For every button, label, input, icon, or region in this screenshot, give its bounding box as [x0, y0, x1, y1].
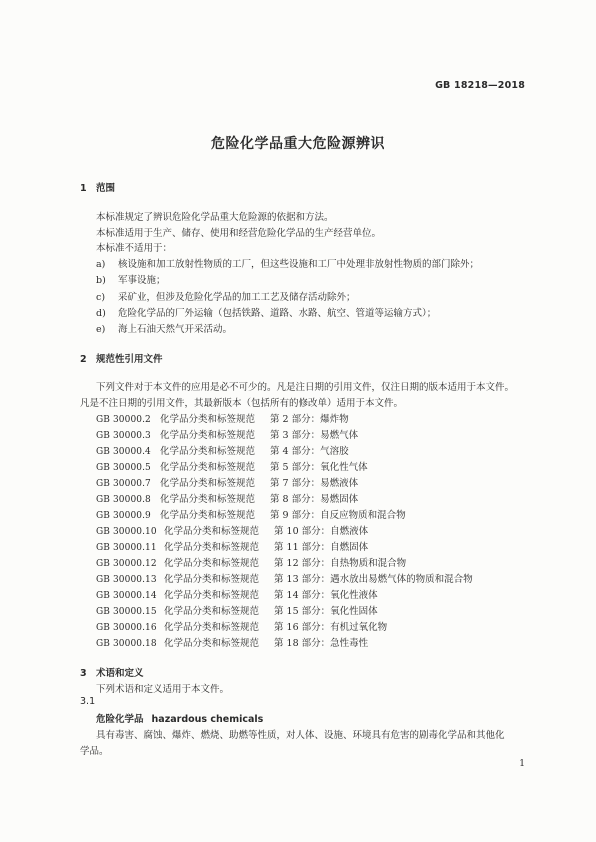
reference-item [96, 539, 368, 553]
reference-name: 化学品分类和标签规范 [164, 558, 260, 569]
reference-name: 化学品分类和标签规范 [160, 478, 256, 489]
term-definition: 具有毒害、腐蚀、爆炸、燃烧、助燃等性质，对人体、设施、环境具有危害的剧毒化学品和其他化 [96, 730, 505, 741]
reference-name: 化学品分类和标签规范 [164, 638, 260, 649]
paragraph: 凡是不注日期的引用文件，其最新版本（包括所有的修改单）适用于本文件。 [80, 398, 404, 409]
reference-name: 化学品分类和标签规范 [164, 622, 260, 633]
list-item [96, 305, 436, 319]
section-title: 规范性引用文件 [96, 354, 163, 365]
list-item [96, 272, 166, 286]
reference-part: 第 14 部分：氧化性液体 [274, 590, 378, 601]
reference-part: 第 16 部分：有机过氧化物 [274, 622, 388, 633]
reference-code: GB 30000.18 [96, 639, 157, 649]
reference-part: 第 3 部分：易燃气体 [270, 430, 359, 441]
section-number: 1 [80, 183, 87, 194]
reference-item [96, 427, 358, 441]
reference-name: 化学品分类和标签规范 [160, 462, 256, 473]
reference-code: GB 30000.15 [96, 607, 157, 617]
reference-item [96, 635, 368, 649]
reference-code: GB 30000.5 [96, 463, 151, 473]
reference-code: GB 30000.16 [96, 623, 157, 633]
reference-part: 第 7 部分：易燃液体 [270, 478, 359, 489]
term-heading [96, 711, 263, 725]
term-english: hazardous chemicals [151, 714, 264, 725]
reference-code: GB 30000.4 [96, 447, 151, 457]
list-item-text: 海上石油天然气开采活动。 [118, 324, 233, 335]
reference-code: GB 30000.11 [96, 543, 157, 553]
term-chinese: 危险化学品 [96, 714, 144, 725]
reference-item [96, 507, 406, 521]
list-item-text: 军事设施； [118, 275, 166, 286]
list-item-label: b) [96, 275, 106, 286]
reference-name: 化学品分类和标签规范 [164, 526, 260, 537]
reference-code: GB 30000.13 [96, 575, 157, 585]
list-item-label: e) [96, 324, 106, 335]
reference-item [96, 459, 368, 473]
section-title: 术语和定义 [96, 668, 144, 679]
reference-name: 化学品分类和标签规范 [164, 542, 260, 553]
reference-name: 化学品分类和标签规范 [164, 574, 260, 585]
section-1-heading [80, 180, 115, 194]
reference-code: GB 30000.9 [96, 511, 151, 521]
reference-part: 第 11 部分：自燃固体 [274, 542, 369, 553]
paragraph: 下列文件对于本文件的应用是必不可少的。凡是注日期的引用文件，仅注日期的版本适用于本文件。 [96, 382, 515, 393]
section-title: 范围 [96, 183, 116, 194]
list-item-text: 核设施和加工放射性物质的工厂，但这些设施和工厂中处理非放射性物质的部门除外； [118, 259, 480, 270]
reference-part: 第 12 部分：自热物质和混合物 [274, 558, 407, 569]
reference-item [96, 603, 378, 617]
reference-name: 化学品分类和标签规范 [160, 510, 256, 521]
reference-name: 化学品分类和标签规范 [164, 606, 260, 617]
list-item [96, 289, 356, 303]
reference-item [96, 443, 349, 457]
reference-code: GB 30000.2 [96, 415, 151, 425]
reference-code: GB 30000.3 [96, 431, 151, 441]
reference-name: 化学品分类和标签规范 [160, 494, 256, 505]
document-title: 危险化学品重大危险源辨识 [211, 136, 385, 152]
reference-item [96, 491, 358, 505]
reference-item [96, 555, 406, 569]
page-number: 1 [519, 759, 525, 769]
reference-name: 化学品分类和标签规范 [160, 414, 256, 425]
reference-code: GB 30000.8 [96, 495, 151, 505]
section-number: 2 [80, 354, 87, 365]
paragraph: 下列术语和定义适用于本文件。 [96, 684, 230, 695]
reference-part: 第 13 部分：遇水放出易燃气体的物质和混合物 [274, 574, 473, 585]
reference-item [96, 411, 349, 425]
reference-name: 化学品分类和标签规范 [160, 446, 256, 457]
term-definition: 学品。 [80, 746, 109, 757]
reference-code: GB 30000.7 [96, 479, 151, 489]
reference-part: 第 18 部分：急性毒性 [274, 638, 369, 649]
term-number: 3.1 [80, 696, 96, 707]
reference-code: GB 30000.10 [96, 527, 157, 537]
list-item-label: d) [96, 308, 106, 319]
paragraph: 本标准不适用于： [96, 243, 173, 254]
reference-name: 化学品分类和标签规范 [160, 430, 256, 441]
reference-item [96, 475, 358, 489]
list-item [96, 321, 232, 335]
reference-part: 第 4 部分：气溶胶 [270, 446, 349, 457]
reference-item [96, 523, 368, 537]
reference-item [96, 571, 473, 585]
list-item-label: c) [96, 292, 106, 303]
reference-part: 第 10 部分：自燃液体 [274, 526, 369, 537]
paragraph: 本标准适用于生产、储存、使用和经营危险化学品的生产经营单位。 [96, 228, 382, 239]
list-item-text: 采矿业，但涉及危险化学品的加工工艺及储存活动除外； [118, 292, 356, 303]
reference-part: 第 8 部分：易燃固体 [270, 494, 359, 505]
reference-part: 第 15 部分：氧化性固体 [274, 606, 378, 617]
reference-code: GB 30000.14 [96, 591, 157, 601]
list-item-text: 危险化学品的厂外运输（包括铁路、道路、水路、航空、管道等运输方式）； [118, 308, 437, 319]
reference-name: 化学品分类和标签规范 [164, 590, 260, 601]
paragraph: 本标准规定了辨识危险化学品重大危险源的依据和方法。 [96, 212, 334, 223]
reference-code: GB 30000.12 [96, 559, 157, 569]
standard-number: GB 18218—2018 [435, 80, 525, 91]
reference-item [96, 619, 387, 633]
reference-part: 第 9 部分：自反应物质和混合物 [270, 510, 406, 521]
reference-part: 第 2 部分：爆炸物 [270, 414, 349, 425]
list-item [96, 256, 479, 270]
list-item-label: a) [96, 259, 106, 270]
reference-part: 第 5 部分：氧化性气体 [270, 462, 368, 473]
section-2-heading [80, 351, 163, 365]
reference-item [96, 587, 378, 601]
section-3-heading [80, 665, 144, 679]
section-number: 3 [80, 668, 87, 679]
